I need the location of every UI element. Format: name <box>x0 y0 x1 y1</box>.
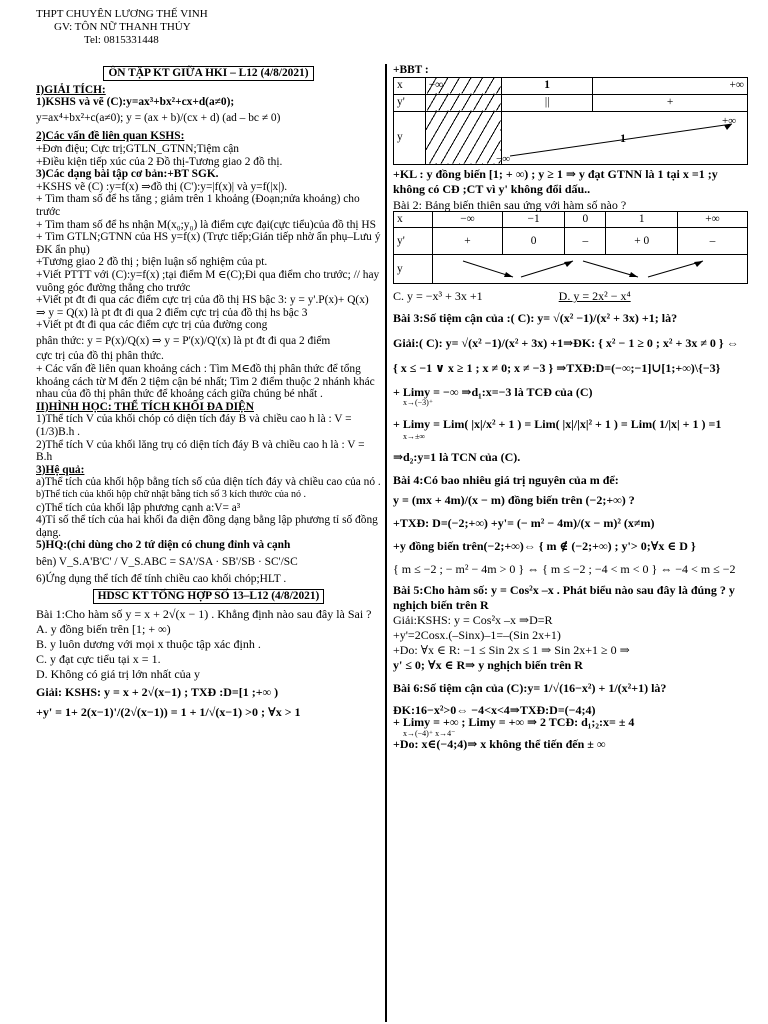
problem-1-solution: Giải: KSHS: y = x + 2√(x−1) ; TXĐ :D=[1 ;+∞ ) <box>36 684 279 699</box>
exercise-item-1: +KSHS vẽ (C) :y=f(x) ⇒đồ thị (C'):y=|f(x)| và y=f(|x|). <box>36 180 288 193</box>
problem-4-text: Bài 4:Có bao nhiêu giá trị nguyên của m để: <box>393 472 619 487</box>
section-analysis-heading: I)GIẢI TÍCH: <box>36 83 106 96</box>
review-title: ÔN TẬP KT GIỮA HKI – L12 (4/8/2021) <box>103 66 313 81</box>
teacher-phone: Tel: 0815331448 <box>84 34 159 46</box>
problem-1-derivative: +y' = 1+ 2(x−1)'/(2√(x−1)) = 1 + 1/√(x−1) >0 ; ∀x > 1 <box>36 704 301 719</box>
conclusion-text: +KL : y đồng biến [1; + ∞) ; y ≥ 1 ⇒ y đạt GTNN là 1 tại x =1 ;y không có CĐ ;CT vì y' không đổi dấu.. <box>393 166 718 196</box>
vt2-yp-minus-2: – <box>677 228 747 255</box>
bbt-y-bottom: −∞ <box>496 152 511 165</box>
geometry-heading: II)HÌNH HỌC: THỂ TÍCH KHỐI ĐA DIỆN <box>36 400 254 413</box>
bbt-y-mid: 1 <box>620 130 626 145</box>
ksHS-line: 1)KSHS và vẽ (C):y=ax³+bx²+cx+d(a≠0); <box>36 96 235 109</box>
problem-3-horizontal-limit: + Limy = Lim( |x|/x² + 1 ) = Lim( |x|/|x|² + 1 ) = Lim( 1/|x| + 1 ) =1 <box>393 417 722 432</box>
problem-6-domain: ĐK:16−x²>0⇔ −4<x<4⇒TXĐ:D=(−4;4) <box>393 702 596 717</box>
vt2-y-arrows-cell <box>433 255 748 284</box>
function-forms-line: y=ax⁴+bx²+c(a≠0); y = (ax + b)/(cx + d) (ad – bc ≠ 0) <box>36 111 281 124</box>
bbt-arrow-graphic <box>496 112 747 165</box>
problem-2-text: Bài 2: Bảng biến thiên sau ứng với hàm số nào ? <box>393 197 627 212</box>
bbt-hatched-cell <box>425 94 501 111</box>
corollary-heading: 3)Hệ quả: <box>36 463 85 476</box>
problem-5-solution: Giải:KSHS: y = Cos²x –x ⇒D=R <box>393 612 553 627</box>
corollary-a: a)Thể tích của khối hộp bằng tích số của diện tích đáy và chiều cao của nó . <box>36 476 381 489</box>
variation-table-1 <box>393 77 748 165</box>
bbt-x-1: 1 <box>502 77 593 94</box>
problem-6-limits: + Limy = +∞ ; Limy = +∞ ⇒ 2 TCĐ: d₁;₂:x= ± 4 <box>393 715 635 730</box>
exercise-item-5: +Tương giao 2 đồ thị ; biện luận số nghiệm của pt. <box>36 256 268 269</box>
vt2-yp-zero-2: 0 <box>643 234 650 247</box>
problem-6-conclusion: +Do: x∈(−4;4)⇒ x không thể tiến đến ± ∞ <box>393 736 606 751</box>
vt2-arrowhead-3 <box>629 272 638 277</box>
problem-4-condition: +y đồng biến trên(−2;+∞)⇔ { m ∉ (−2;+∞) ; y'> 0;∀x ∈ D } <box>393 538 696 553</box>
problem-5-bound: +Do: ∀x ∈ R: −1 ≤ Sin 2x ≤ 1 ⇒ Sin 2x+1 ≥ 0 ⇒ <box>393 642 630 657</box>
school-name: THPT CHUYÊN LƯƠNG THẾ VINH <box>36 8 208 20</box>
issue-line-2: +Điều kiện tiếp xúc của 2 Đồ thị-Tương giao 2 đồ thị. <box>36 155 283 168</box>
volume-ratio-formula: bên) V_S.A'B'C' / V_S.ABC = SA'/SA · SB'/SB · SC'/SC <box>36 555 298 568</box>
bbt-label: +BBT : <box>393 64 429 76</box>
vt2-arrows <box>433 255 747 283</box>
problem-4-function: y = (mx + 4m)/(x − m) đồng biến trên (−2;+∞) ? <box>393 492 635 507</box>
exercise-item-2: + Tìm tham số để hs tăng ; giảm trên 1 khoảng (Đoạn;nửa khoảng) cho trước <box>36 193 360 218</box>
corollary-5: 5)HQ:(chỉ dùng cho 2 tứ diện có chung đỉnh và cạnh <box>36 539 291 552</box>
problem-5-conclusion: y' ≤ 0; ∀x ∈ R⇒ y nghịch biến trên R <box>393 657 583 672</box>
problem-1-text: Bài 1:Cho hàm số y = x + 2√(x − 1) . Khẳng định nào sau đây là Sai ?A. y đồng biến trên [1; + ∞) <box>36 606 372 636</box>
problem-2-option-d: D. y = 2x² − x⁴ <box>558 289 631 304</box>
problem-2-option-c: C. y = −x³ + 3x +1 <box>393 289 483 304</box>
problem-3-text: Bài 3:Số tiệm cận của :( C): y= √(x² −1)/(x² + 3x) +1; là? <box>393 310 678 325</box>
exercise-item-3: + Tìm tham số để hs nhận M(x₀;y₀) là điểm cực đại(cực tiểu)của đồ thị HS <box>36 218 376 231</box>
bbt-y-header: y <box>394 111 426 164</box>
vt2-x-0: 0 <box>565 212 606 228</box>
answer-key-title: HDSC KT TỔNG HỢP SỐ 13–L12 (4/8/2021) <box>93 589 325 604</box>
vt2-y-header: y <box>394 255 433 284</box>
corollary-b: b)Thể tích của khối hộp chữ nhật bằng tích số 3 kích thước của nó . <box>36 489 306 500</box>
exercise-item-7: +Viết pt đt đi qua các điểm cực trị của đồ thị HS bậc 3: y = y'.P(x)+ Q(x) ⇒ y = Q(x) là pt đt đi qua 2 điểm cực trị của đồ thị hs bậc 3 <box>36 294 369 319</box>
bbt-x-header: x <box>394 77 426 94</box>
left-column <box>36 64 381 720</box>
vt2-arrowhead-1 <box>504 272 513 277</box>
vt2-x-neg-inf: −∞ <box>433 212 503 228</box>
problem-3-limit-sub-2: x→±∞ <box>403 432 426 442</box>
geometry-item-1: 1)Thể tích V của khối chóp có diện tích đáy B và chiều cao h là : V = (1/3)B.h . <box>36 413 352 439</box>
vt2-yp-zero-1: 0 <box>503 228 565 255</box>
problem-1-option-b: B. y luôn dương với mọi x thuộc tập xác định . <box>36 636 261 651</box>
bbt-x-pos-inf: +∞ <box>593 77 748 94</box>
exercise-item-11: + Các vấn đề liên quan khoảng cách : Tìm M∈đồ thị phân thức để tổng khoảng cách từ M đến 2 tiệm cận bé nhất; Tìm 2 điểm thuộc 2 nhánh khác nhau của đồ thị phân thức để khoảng cách giữa chúng bé nhất . <box>36 363 375 401</box>
problem-2-answers <box>393 290 748 303</box>
variation-table-2 <box>393 211 748 284</box>
vt2-arrow-4 <box>648 261 703 277</box>
problem-3-horizontal-asymptote: ⇒d₂:y=1 là TCN của (C). <box>393 450 521 465</box>
vt2-x-pos-inf: +∞ <box>677 212 747 228</box>
problem-5-derivative: +y'=2Cosx.(–Sinx)–1=–(Sin 2x+1) <box>393 627 561 642</box>
geometry-item-2: 2)Thể tích V của khối lăng trụ có diện tích đáy B và chiều cao h là : V = B.h <box>36 438 365 464</box>
problem-5-text: Bài 5:Cho hàm số: y = Cos²x –x . Phát biểu nào sau đây là đúng ? y nghịch biến trên R <box>393 582 735 612</box>
corollary-6: 6)Ứng dụng thể tích để tính chiều cao khối chóp;HLT . <box>36 572 287 585</box>
related-issues-heading: 2)Các vấn đề liên quan KSHS: <box>36 130 185 143</box>
bbt-hatched-cell-y <box>425 111 501 164</box>
header-block <box>36 8 208 47</box>
problem-1-option-d: D. Không có giá trị lớn nhất của y <box>36 666 200 681</box>
vt2-yp-plus-1: + <box>433 228 503 255</box>
vt2-yp-header: y' <box>394 228 433 255</box>
exercise-item-9: phân thức: y = P(x)/Q(x) ⇒ y = P'(x)/Q'(x) là pt đt đi qua 2 điểm <box>36 334 331 347</box>
bbt-x-neg-inf: −∞ <box>425 77 501 94</box>
problem-3-vertical-asymptote: + Limy = −∞ ⇒d₁:x=−3 là TCĐ của (C) <box>393 384 593 399</box>
problem-6-text: Bài 6:Số tiệm cận của (C):y= 1/√(16−x²) + 1/(x²+1) là? <box>393 680 667 695</box>
exercise-item-6: +Viết PTTT với (C):y=f(x) ;tại điểm M ∈(C);Đi qua điểm cho trước; // hay vuông góc đường thẳng cho trước <box>36 268 380 294</box>
vt2-yp-plus-zero <box>606 228 678 255</box>
vt2-arrow-3 <box>583 261 638 277</box>
problem-3-limit-sub-1: x→(−3)⁺ <box>403 398 434 408</box>
bbt-y-top: +∞ <box>722 114 737 127</box>
bbt-yp-undefined: || <box>502 94 593 111</box>
vt2-x-neg1: −1 <box>503 212 565 228</box>
bbt-yp-plus: + <box>593 94 748 111</box>
problem-3-solution: Giải:( C): y= √(x² −1)/(x² + 3x) +1⇒ĐK: { x² − 1 ≥ 0 ; x² + 3x ≠ 0 } ⇔ <box>393 335 739 350</box>
problem-4-result: { m ≤ −2 ; − m² − 4m > 0 } ⇔ { m ≤ −2 ; −4 < m < 0 } ⇔ −4 < m ≤ −2 <box>393 561 736 576</box>
exercise-item-4: + Tìm GTLN;GTNN của HS y=f(x) (Trực tiếp;Gián tiếp nhờ ẩn phụ–Lưu ý ĐK ẩn phụ) <box>36 231 381 256</box>
right-column <box>393 64 748 750</box>
problem-4-domain-derivative: +TXĐ: D=(−2;+∞) +y'= (− m² − 4m)/(x − m)² (x≠m) <box>393 515 655 530</box>
teacher-name: GV: TÔN NỮ THANH THỦY <box>54 21 191 33</box>
corollary-4: 4)Tỉ số thể tích của hai khối đa diện đồng dạng bằng lập phương tỉ số đồng dạng. <box>36 514 378 539</box>
exercise-item-10: cực trị của đồ thị phân thức. <box>36 350 164 363</box>
vt2-x-1: 1 <box>606 212 678 228</box>
column-divider <box>385 64 387 1022</box>
problem-6-limit-sub: x→(−4)⁺ x→4⁻ <box>403 728 456 738</box>
bbt-yp-header: y' <box>394 94 426 111</box>
corollary-c: c)Thể tích của khối lập phương cạnh a:V= a³ <box>36 501 241 514</box>
problem-3-domain: { x ≤ −1 ∨ x ≥ 1 ; x ≠ 0; x ≠ −3 } ⇒TXĐ:D=(−∞;−1]∪[1;+∞)\{−3} <box>393 360 721 375</box>
basic-exercises-heading: 3)Các dạng bài tập cơ bản:+BT SGK. <box>36 168 219 181</box>
vt2-yp-plus-2: + <box>634 234 641 247</box>
vt2-arrowhead-2 <box>564 261 573 267</box>
exercise-item-8: +Viết pt đt đi qua các điểm cực trị của đường cong <box>36 319 268 332</box>
vt2-yp-minus-1: – <box>565 228 606 255</box>
vt2-arrowhead-4 <box>694 261 703 267</box>
problem-1-option-c: C. y đạt cực tiểu tại x = 1. <box>36 651 161 666</box>
vt2-x-header: x <box>394 212 433 228</box>
bbt-y-cell <box>496 111 748 165</box>
issue-line-1: +Đơn điệu; Cực trị;GTLN_GTNN;Tiệm cận <box>36 142 239 155</box>
